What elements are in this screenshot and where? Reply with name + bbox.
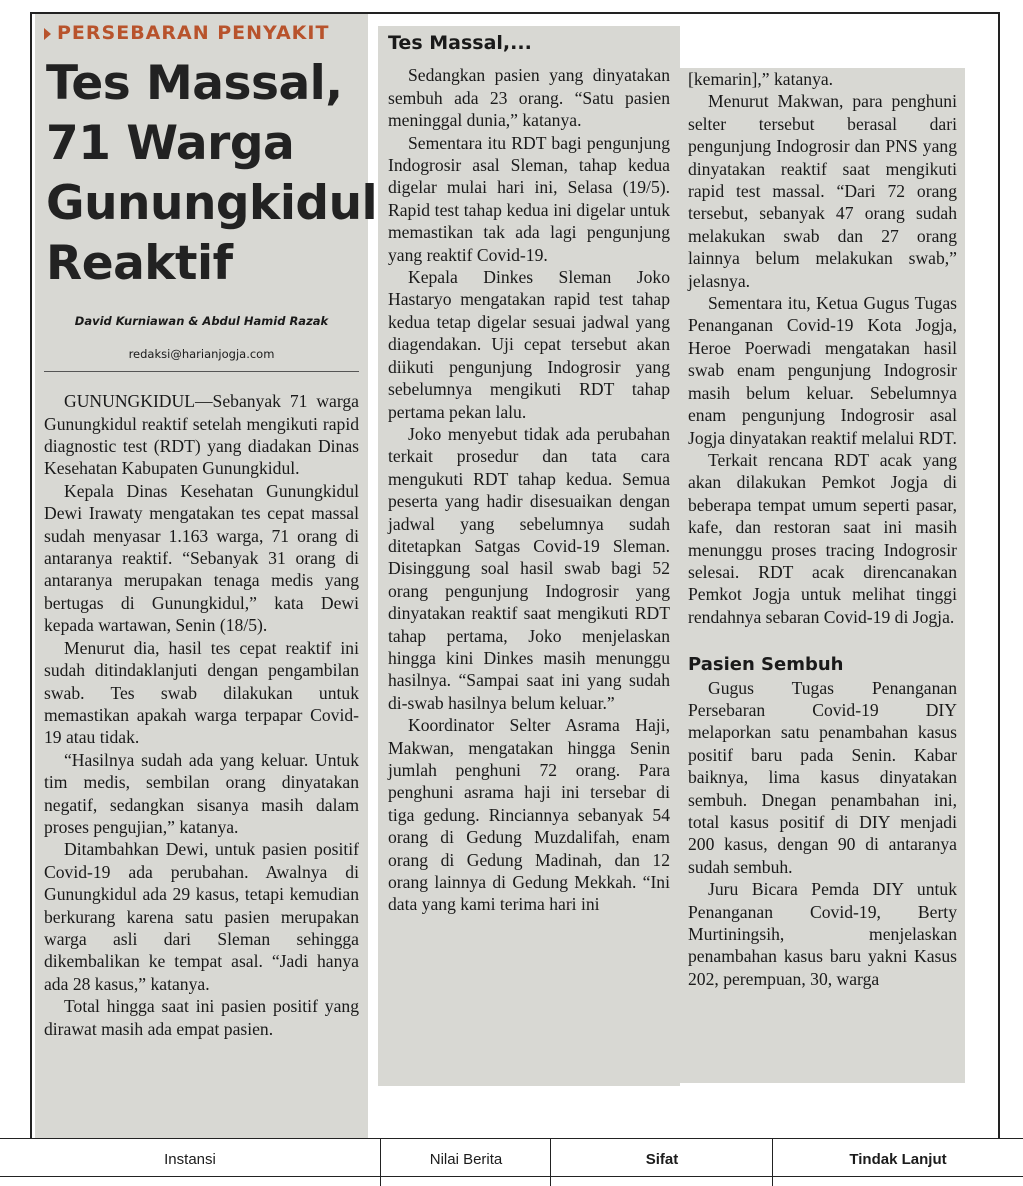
paragraph: “Hasilnya sudah ada yang keluar. Untuk tim medis, sembilan orang dinyatakan negatif, sedangkan sisanya masih dalam proses pengujian,” katanya. [44,749,359,837]
paragraph: Sementara itu, Ketua Gugus Tugas Penanganan Covid-19 Kota Jogja, Heroe Poerwadi mengatakan hasil swab enam pengunjung Indogrosir masih belum keluar. Sebelumnya enam pengunjung Indogrosir asal Jogja dinyatakan reaktif melalui RDT. [688,293,957,448]
paragraph: Ditambahkan Dewi, untuk pasien positif Covid-19 ada perubahan. Awalnya di Gunungkidul ada 29 kasus, tetapi kemudian berkurang karena satu pasien merupakan warga asli dari Sleman sehingga dikembalikan ke tempat asal. “Jadi hanya ada 28 kasus,” katanya. [44,839,359,994]
paragraph: [kemarin],” katanya. [688,69,834,89]
article-column-2 [378,26,680,1086]
paragraph: Kepala Dinas Kesehatan Gunungkidul Dewi Irawaty mengatakan tes cepat massal sudah menyasar 1.163 warga, 71 orang di antaranya reaktif. “Sebanyak 31 orang di antaranya merupakan tenaga medis yang bertugas di Gunungkidul,” kata Dewi kepada wartawan, Senin (18/5). [44,480,359,636]
paragraph: Terkait rencana RDT acak yang akan dilakukan Pemkot Jogja di beberapa tempat umum seperti pasar, kafe, dan restoran saat ini masih menunggu proses tracing Indogrosir selesai. RDT acak direncanakan Pemkot Jogja untuk melihat tinggi rendahnya sebaran Covid-19 di Jogja. [688,449,957,627]
kicker-text: PERSEBARAN PENYAKIT [57,22,330,44]
paragraph: GUNUNGKIDUL—Sebanyak 71 warga Gunungkidul reaktif setelah mengikuti rapid diagnostic test (RDT) yang diadakan Dinas Kesehatan Kabupaten Gunungkidul. [44,391,359,479]
continuation-title: Tes Massal,... [388,32,532,54]
column-sifat [550,1139,773,1186]
paragraph: Koordinator Selter Asrama Haji, Makwan, mengatakan hingga Senin jumlah penghuni 72 orang. Para penghuni asrama haji ini tersebar di tiga gedung. Rinciannya sebanyak 54 orang di Gedung Muzdalifah, enam orang di Gedung Madinah, dan 12 orang lainnya di Gedung Mekkah. “Ini data yang kami terima hari ini [388,715,670,915]
paragraph: Sementara itu RDT bagi pengunjung Indogrosir asal Sleman, tahap kedua digelar mulai hari ini, Selasa (19/5). Rapid test tahap kedua ini digelar untuk memastikan tak ada lagi pengunjung yang reaktif Covid-19. [388,132,670,265]
paragraph: Total hingga saat ini pasien positif yang dirawat masih ada empat pasien. [44,996,359,1039]
email: redaksi@harianjogja.com [44,343,359,372]
evaluation-table [0,1138,1023,1186]
paragraph: Gugus Tugas Penanganan Persebaran Covid-19 DIY melaporkan satu penambahan kasus positif baru pada Senin. Kabar baiknya, lima kasus dinyatakan sembuh. Dnegan penambahan ini, total kasus positif di DIY menjadi 200 kasus, dengan 90 di antaranya sudah sembuh. [688,677,957,877]
arrow-icon [44,28,51,40]
article-column-1 [35,14,378,1156]
column-nilai-berita [380,1139,551,1186]
article-column-3 [680,68,965,1083]
paragraph: Kepala Dinkes Sleman Joko Hastaryo mengatakan rapid test tahap kedua tetap digelar sesuai jadwal yang diagendakan. Uji cepat tersebut akan diikuti pengunjung Indogrosir yang sebelumnya mengikuti RDT tahap pertama pekan lalu. [388,267,670,422]
paragraph: Joko menyebut tidak ada perubahan terkait prosedur dan tata cara mengukuti RDT tahap kedua. Semua peserta yang hadir disesuaikan dengan jadwal yang sebelumnya sudah ditetapkan Satgas Covid-19 Sleman. Disinggung soal hasil swab bagi 52 orang pengunjung Indogrosir yang dinyatakan reaktif saat mengikuti RDT tahap pertama, Joko menjelaskan hingga kini Dinkes masih menunggu hasilnya. “Sampai saat ini yang sudah di-swab hasilnya belum keluar.” [388,423,670,713]
column-label: Nilai Berita [429,1151,503,1168]
paragraph: Sedangkan pasien yang dinyatakan sembuh ada 23 orang. “Satu pasien meninggal dunia,” katanya. [388,65,670,131]
column-tindak-lanjut [772,1139,1023,1186]
paragraph: Menurut Makwan, para penghuni selter tersebut berasal dari pengunjung Indogrosir dan PNS yang dinyatakan reaktif saat mengikuti rapid test massal. “Dari 72 orang tersebut, sebanyak 47 orang sudah melakukan swab dan 27 orang lainnya belum melakukan swab,” jelasnya. [688,91,957,291]
column-label: Instansi [164,1151,216,1168]
subheading: Pasien Sembuh [688,654,844,676]
paragraph: Juru Bicara Pemda DIY untuk Penanganan Covid-19, Berty Murtiningsih, menjelaskan penambahan kasus baru yakni Kasus 202, perempuan, 30, warga [688,879,957,989]
column-label: Tindak Lanjut [849,1151,947,1168]
headline: Tes Massal, 71 Warga Gunungkidul Reaktif [46,56,378,292]
column-instansi [0,1139,380,1186]
column-label: Sifat [645,1151,679,1168]
paragraph: Menurut dia, hasil tes cepat reaktif ini sudah ditindaklanjuti dengan pengambilan swab. Tes swab dilakukan untuk memastikan apakah warga terpapar Covid-19 atau tidak. [44,637,359,748]
kicker [44,22,359,44]
byline: David Kurniawan & Abdul Hamid Razak [74,314,329,329]
